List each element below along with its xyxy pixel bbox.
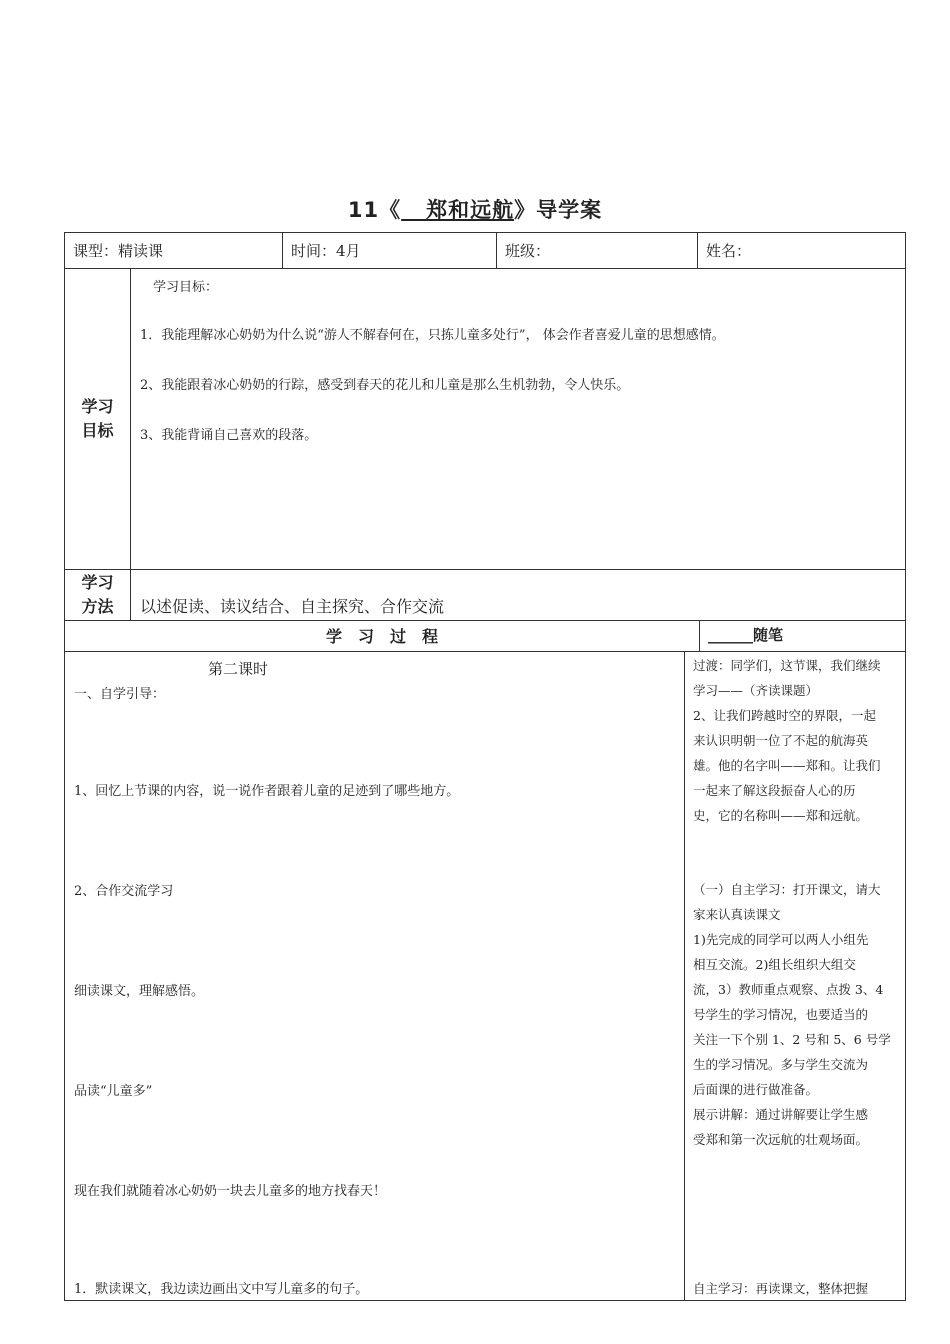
notes-block-3: 自主学习：再读课文，整体把握 xyxy=(693,1281,869,1296)
note-line: 学习——（齐读课题） xyxy=(693,683,819,698)
note-line: 展示讲解：通过讲解要让学生感 xyxy=(693,1107,869,1122)
class-cell xyxy=(496,232,698,269)
methods-text: 以述促读、读议结合、自主探究、合作交流 xyxy=(140,597,445,616)
lesson-time: 时间：4月 xyxy=(291,242,361,260)
note-line: 生的学习情况。多与学生交流为 xyxy=(693,1057,869,1072)
process-header-cell xyxy=(64,620,700,652)
notes-blank: ______ xyxy=(708,626,753,644)
section-heading: 一、自学引导： xyxy=(74,687,166,702)
goals-label-line2: 目标 xyxy=(81,421,114,440)
goals-heading: 学习目标： xyxy=(153,280,219,295)
question: 1、回忆上节课的内容，说一说作者跟着儿童的足迹到了哪些地方。 xyxy=(74,784,460,799)
document-title xyxy=(0,194,950,224)
note-line: 相互交流。2)组长组织大组交 xyxy=(693,957,856,972)
question: 2、合作交流学习 xyxy=(74,884,174,899)
time-cell xyxy=(282,232,497,269)
note-line: 后面课的进行做准备。 xyxy=(693,1082,819,1097)
goals-label-line1: 学习 xyxy=(81,397,114,416)
note-line: 关注一下个别 1、2 号和 5、6 号学 xyxy=(693,1032,891,1047)
notes-block-1 xyxy=(693,653,881,828)
methods-label-line2: 方法 xyxy=(81,597,114,616)
goal-item: 3、我能背诵自己喜欢的段落。 xyxy=(140,428,318,443)
note-line: 受郑和第一次远航的壮观场面。 xyxy=(693,1132,869,1147)
note-line: 家来认真读课文 xyxy=(693,907,781,922)
notes-body-cell xyxy=(684,651,906,1301)
class-field: 班级： xyxy=(505,242,551,260)
student-name-field: 姓名： xyxy=(706,242,752,260)
name-cell xyxy=(697,232,906,269)
question: 品读“儿童多” xyxy=(74,1084,153,1099)
notes-block-2 xyxy=(693,877,891,1152)
goals-label-cell xyxy=(64,268,131,570)
goal-item: 1．我能理解冰心奶奶为什么说“游人不解春何在，只拣儿童多处行”， 体会作者喜爱儿童的思想感情。 xyxy=(140,328,725,343)
note-line: 1)先完成的同学可以两人小组先 xyxy=(693,932,869,947)
note-line: 来认识明朝一位了不起的航海英 xyxy=(693,733,869,748)
question: 现在我们就随着冰心奶奶一块去儿童多的地方找春天！ xyxy=(74,1184,387,1199)
methods-label-line1: 学习 xyxy=(81,573,114,592)
note-line: 一起来了解这段振奋人心的历 xyxy=(693,783,856,798)
notes-title: 随笔 xyxy=(753,626,784,644)
process-body-cell xyxy=(64,651,685,1301)
lesson-type: 课型：精读课 xyxy=(73,242,164,260)
note-line: 史，它的名称叫——郑和远航。 xyxy=(693,808,869,823)
note-line: 流，3）教师重点观察、点拨 3、4 xyxy=(693,982,884,997)
title-prefix: 11《 xyxy=(347,198,402,222)
methods-label-cell xyxy=(64,569,131,621)
goals-content-cell xyxy=(130,268,906,570)
title-lesson-name: 郑和远航 xyxy=(426,198,515,222)
goal-item: 2、我能跟着冰心奶奶的行踪，感受到春天的花儿和儿童是那么生机勃勃，令人快乐。 xyxy=(140,378,630,393)
note-line: （一）自主学习：打开课文，请大 xyxy=(693,882,881,897)
question: 1．默读课文，我边读边画出文中写儿童多的句子。 xyxy=(74,1282,369,1297)
note-line: 过渡：同学们，这节课，我们继续 xyxy=(693,658,881,673)
note-line: 雄。他的名字叫——郑和。让我们 xyxy=(693,758,881,773)
note-line: 号学生的学习情况，也要适当的 xyxy=(693,1007,869,1022)
notes-header-cell xyxy=(699,620,906,652)
lesson-number: 第二课时 xyxy=(208,660,269,678)
methods-content-cell xyxy=(130,569,906,621)
lesson-type-cell xyxy=(64,232,283,269)
process-title: 学 习 过 程 xyxy=(325,627,438,646)
question: 细读课文，理解感悟。 xyxy=(74,984,205,999)
note-line: 2、让我们跨越时空的界限，一起 xyxy=(693,708,876,723)
title-suffix: 》导学案 xyxy=(514,198,603,222)
